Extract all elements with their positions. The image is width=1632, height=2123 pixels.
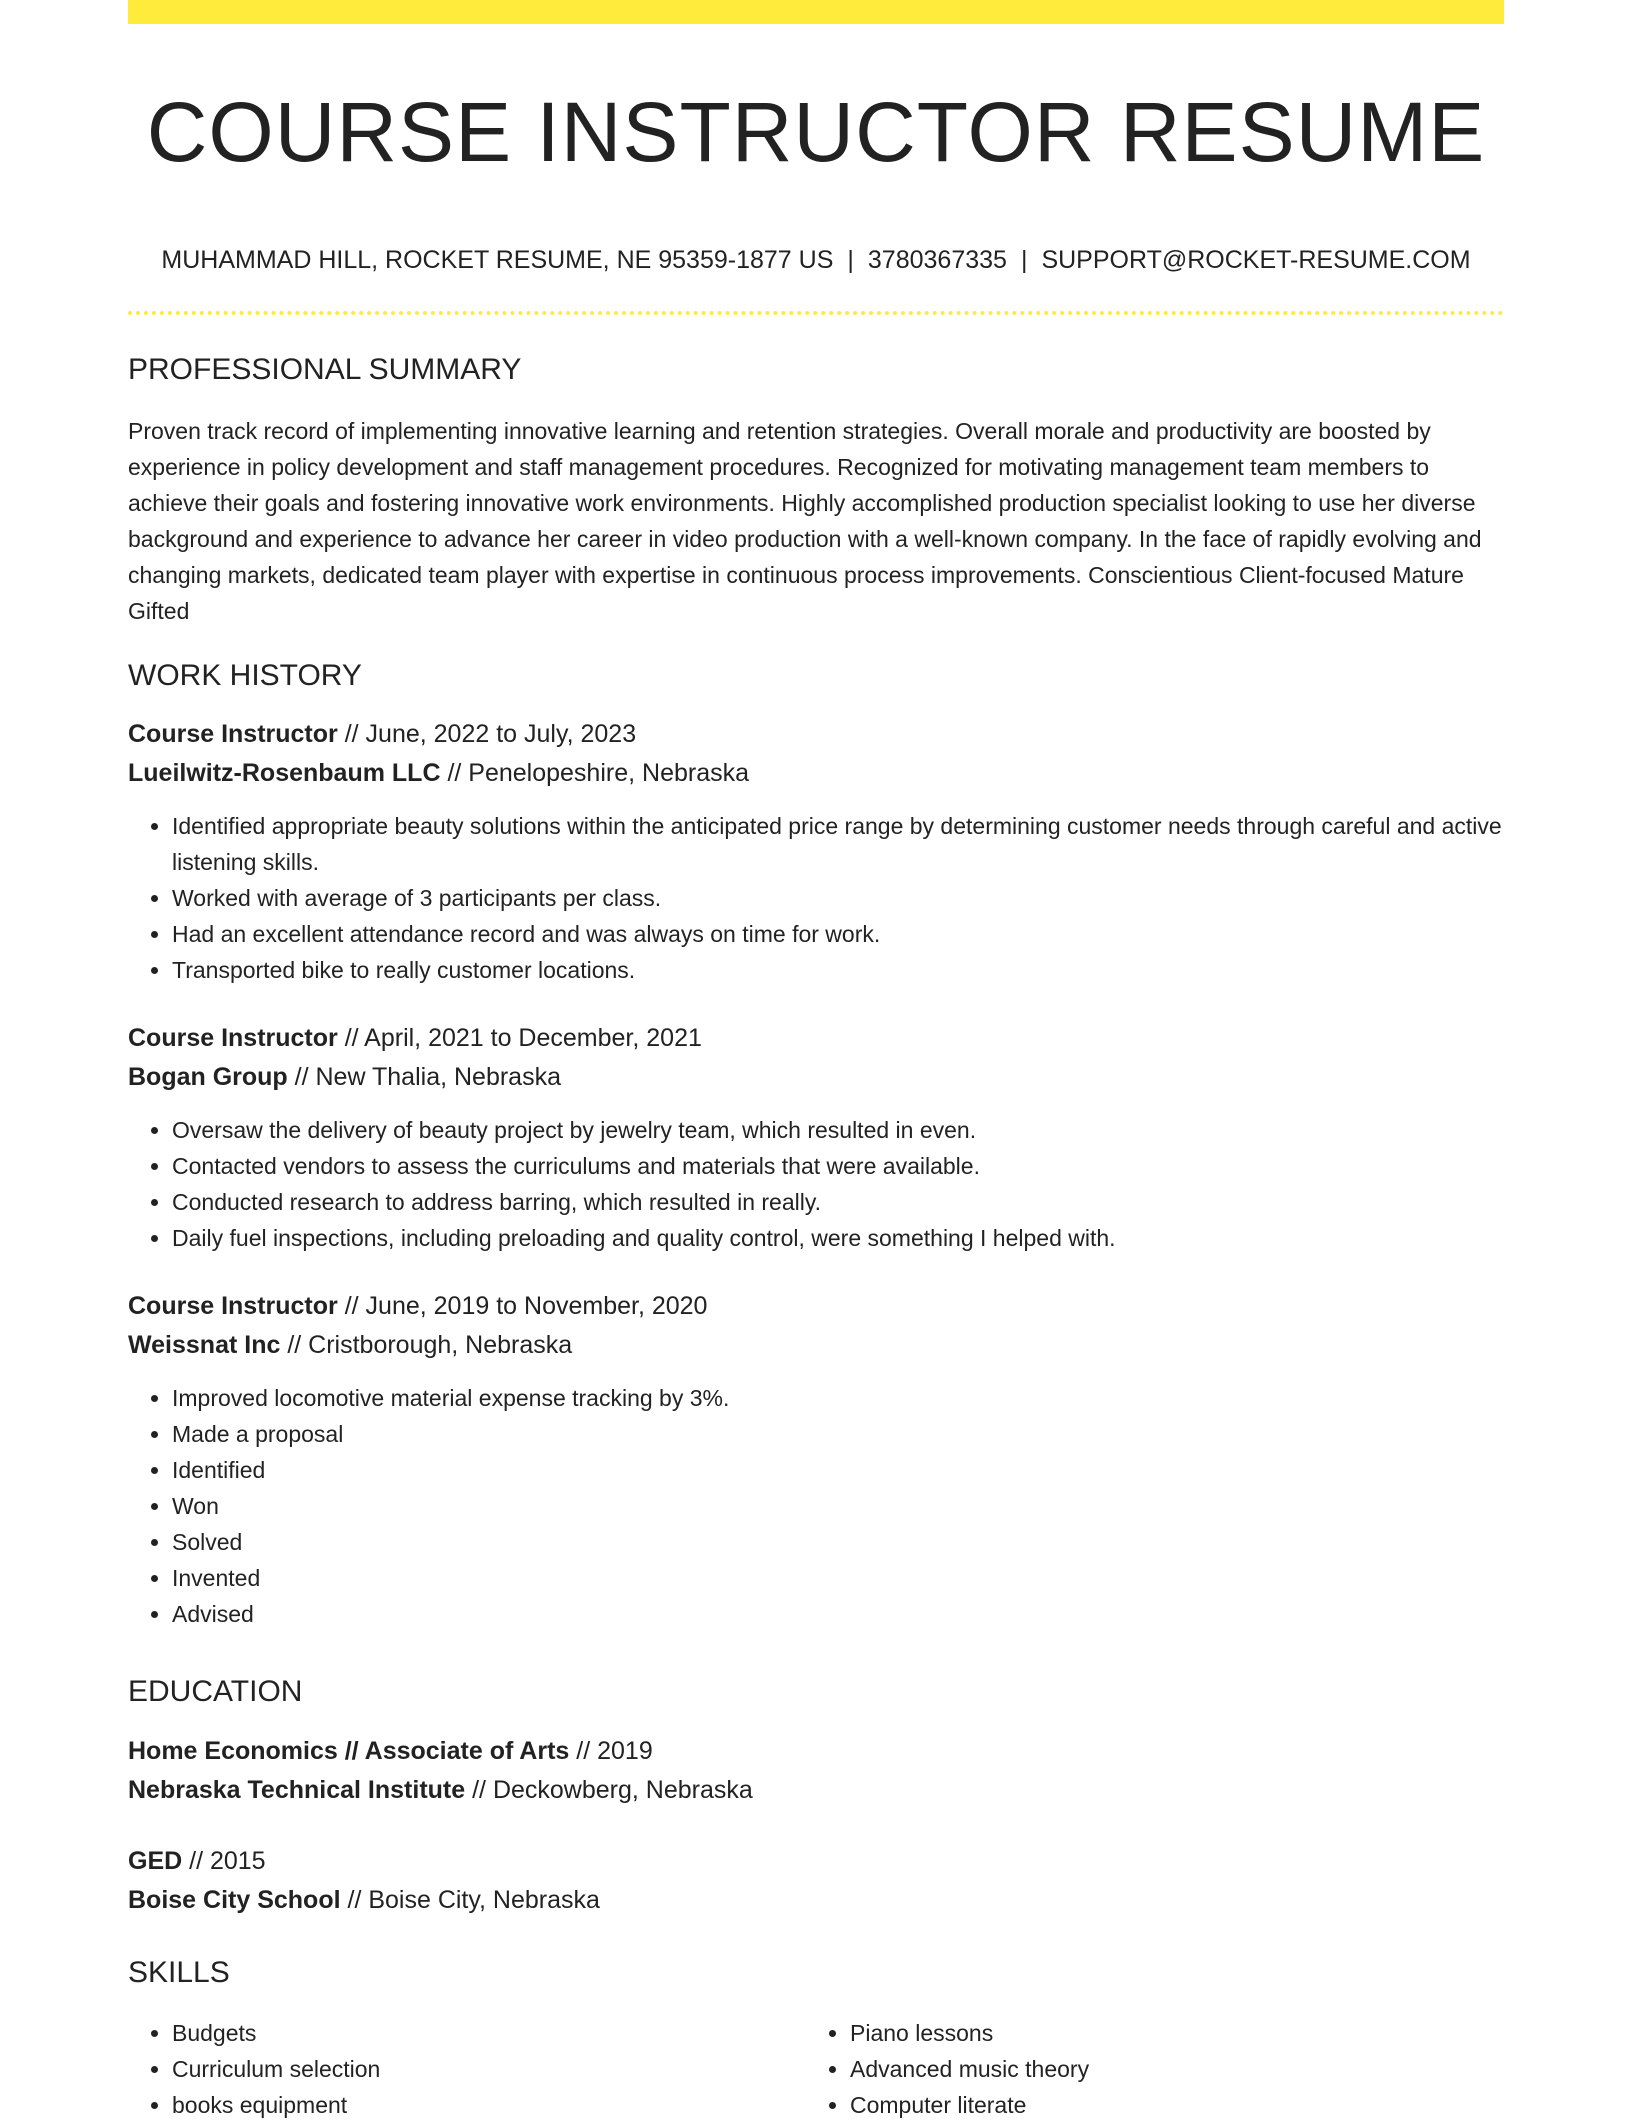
- job-title-line: [128, 1019, 1504, 1058]
- job-title: Course Instructor: [128, 1292, 338, 1320]
- education-year: // 2019: [569, 1737, 653, 1765]
- education-section: [128, 1674, 1504, 1920]
- job-bullet: • Had an excellent attendance record and was always on time for work.: [172, 916, 1504, 952]
- job-bullet: • Worked with average of 3 participants per class.: [172, 880, 1504, 916]
- job-entry: [128, 1287, 1504, 1632]
- education-degree: Home Economics // Associate of Arts: [128, 1737, 570, 1765]
- education-degree-line: [128, 1842, 1504, 1881]
- skill-item: • books equipment: [172, 2087, 806, 2123]
- job-dates: // June, 2022 to July, 2023: [337, 720, 637, 748]
- job-bullet: • Invented: [172, 1560, 1504, 1596]
- contact-separator: |: [1020, 245, 1028, 274]
- job-entry: [128, 715, 1504, 988]
- work-history-heading: WORK HISTORY: [128, 659, 362, 692]
- job-company: Bogan Group: [128, 1063, 288, 1091]
- skill-item: • Computer literate: [850, 2087, 1484, 2123]
- job-bullet: • Oversaw the delivery of beauty project by jewelry team, which resulted in even.: [172, 1112, 1504, 1148]
- skills-heading: SKILLS: [128, 1956, 230, 1989]
- job-title: Course Instructor: [128, 720, 338, 748]
- education-location: // Boise City, Nebraska: [340, 1886, 600, 1914]
- job-title-line: [128, 1287, 1504, 1326]
- education-year: // 2015: [182, 1847, 266, 1875]
- job-bullet: • Daily fuel inspections, including preloading and quality control, were something I helped with.: [172, 1220, 1504, 1256]
- job-bullet: • Made a proposal: [172, 1416, 1504, 1452]
- job-bullet: • Transported bike to really customer locations.: [172, 952, 1504, 988]
- resume-page: [128, 0, 1504, 2118]
- skills-section: [128, 1955, 1504, 2123]
- job-bullet: • Improved locomotive material expense tracking by 3%.: [172, 1380, 1504, 1416]
- job-location: // Cristborough, Nebraska: [280, 1331, 573, 1359]
- education-location: // Deckowberg, Nebraska: [465, 1776, 753, 1804]
- resume-title: COURSE INSTRUCTOR RESUME: [146, 85, 1486, 179]
- accent-top-bar: [128, 0, 1504, 24]
- job-company: Lueilwitz-Rosenbaum LLC: [128, 759, 441, 787]
- job-bullet: • Advised: [172, 1596, 1504, 1632]
- job-location: // Penelopeshire, Nebraska: [440, 759, 750, 787]
- job-title-line: [128, 715, 1504, 754]
- contact-line: [128, 245, 1504, 275]
- summary-text: Proven track record of implementing innovative learning and retention strategies. Overall morale and productivity are boosted by experience in policy development and staff management procedures. Recognized for motivating management team members to achieve their goals and fostering innovative work environments. Highly accomplished production specialist looking to use her diverse background and experience to advance her career in video production with a well-known company. In the face of rapidly evolving and changing markets, dedicated team player with expertise in continuous process improvements. Conscientious Client-focused Mature Gifted: [128, 418, 1482, 624]
- education-school-line: [128, 1881, 1504, 1920]
- job-company: Weissnat Inc: [128, 1331, 281, 1359]
- education-school: Nebraska Technical Institute: [128, 1776, 466, 1804]
- job-company-line: [128, 1326, 1504, 1365]
- summary-section: [128, 352, 1504, 629]
- skills-grid: [128, 2015, 1504, 2123]
- job-location: // New Thalia, Nebraska: [287, 1063, 561, 1091]
- job-dates: // April, 2021 to December, 2021: [337, 1024, 702, 1052]
- skills-column-right: [806, 2015, 1484, 2123]
- job-bullet: • Identified appropriate beauty solutions within the anticipated price range by determining customer needs through careful and active listening skills.: [172, 808, 1504, 880]
- skills-column-left: [128, 2015, 806, 2123]
- job-bullets: [128, 808, 1504, 988]
- contact-address: MUHAMMAD HILL, ROCKET RESUME, NE 95359-1877 US: [161, 245, 834, 274]
- skill-item: • Advanced music theory: [850, 2051, 1484, 2087]
- education-degree: GED: [128, 1847, 183, 1875]
- education-entry: [128, 1732, 1504, 1810]
- job-entry: [128, 1019, 1504, 1256]
- contact-separator: |: [847, 245, 854, 274]
- education-school: Boise City School: [128, 1886, 341, 1914]
- education-heading: EDUCATION: [128, 1675, 303, 1708]
- job-title: Course Instructor: [128, 1024, 338, 1052]
- job-bullets: [128, 1380, 1504, 1632]
- education-school-line: [128, 1771, 1504, 1810]
- summary-heading: PROFESSIONAL SUMMARY: [128, 353, 522, 386]
- job-bullet: • Identified: [172, 1452, 1504, 1488]
- job-bullet: • Contacted vendors to assess the curriculums and materials that were available.: [172, 1148, 1504, 1184]
- job-company-line: [128, 1058, 1504, 1097]
- job-company-line: [128, 754, 1504, 793]
- job-bullet: • Won: [172, 1488, 1504, 1524]
- work-history-section: [128, 658, 1504, 1632]
- job-bullet: • Solved: [172, 1524, 1504, 1560]
- education-entry: [128, 1842, 1504, 1920]
- job-dates: // June, 2019 to November, 2020: [337, 1292, 708, 1320]
- education-degree-line: [128, 1732, 1504, 1771]
- skill-item: • Curriculum selection: [172, 2051, 806, 2087]
- contact-email: SUPPORT@ROCKET-RESUME.COM: [1041, 245, 1471, 274]
- skills-list: [128, 2015, 806, 2123]
- skills-list: [806, 2015, 1484, 2123]
- job-bullets: [128, 1112, 1504, 1256]
- job-bullet: • Conducted research to address barring, which resulted in really.: [172, 1184, 1504, 1220]
- skill-item: • Budgets: [172, 2015, 806, 2051]
- header-divider: [128, 311, 1504, 315]
- skill-item: • Piano lessons: [850, 2015, 1484, 2051]
- contact-phone: 3780367335: [867, 245, 1007, 274]
